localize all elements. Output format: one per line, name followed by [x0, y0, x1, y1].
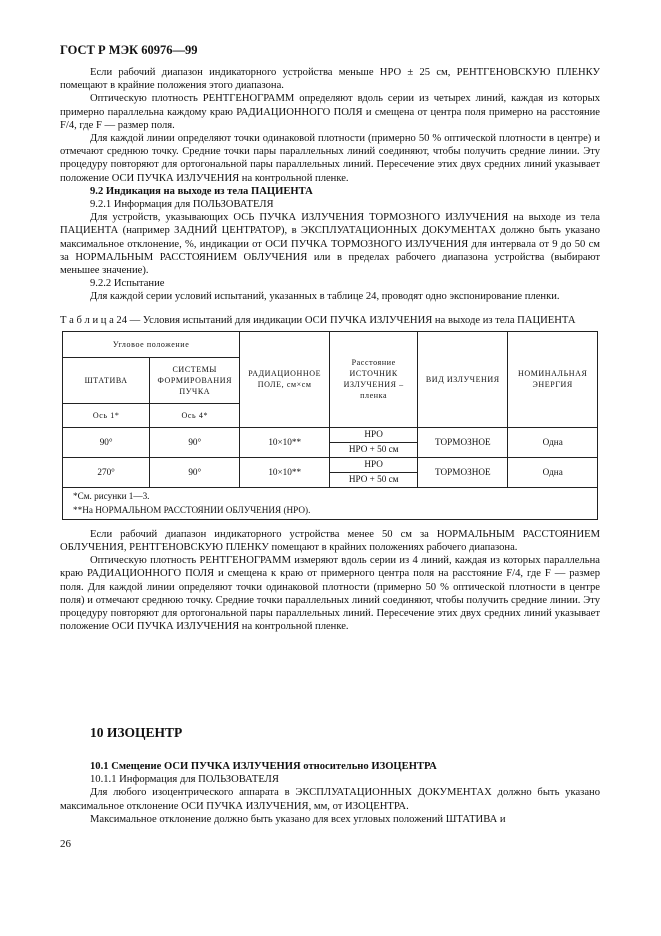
paragraph: Если рабочий диапазон индикаторного устройства меньше НРО ± 25 см, РЕНТГЕНОВСКУЮ ПЛЕНКУ помещают в крайние положения этого диапазона.	[60, 67, 600, 92]
table-header-radiation-type: ВИД ИЗЛУЧЕНИЯ	[418, 331, 508, 427]
paragraph: Для любого изоцентрического аппарата в ЭКСПЛУАТАЦИОННЫХ ДОКУМЕНТАХ должно быть указано максимальное отклонение ОСИ ПУЧКА ИЗЛУЧЕНИЯ, мм, от ИЗОЦЕНТРА.	[60, 787, 600, 812]
main-text-block	[60, 66, 600, 633]
subsection-heading-9-2-2: 9.2.2 Испытание	[90, 278, 165, 290]
paragraph: Для каждой серии условий испытаний, указанных в таблице 24, проводят одно экспонирование пленки.	[90, 291, 560, 303]
paragraph: Оптическую плотность РЕНТГЕНОГРАММ измеряют вдоль серии из 4 линий, каждая из которых параллельна краю РАДИАЦИОННОГО ПОЛЯ и смещена к краю от примерного центра поля на расстояние F/4, где F — размер поля. Для каждой линии определяют точки одинаковой плотности (примерно 50 % оптической плотности в центре поля) и отмечают среднюю точку. Средние точки параллельных линий соединяют, чтобы получить средние линии. Эту процедуру повторяют для ортогональной пары параллельных линий. Пересечение этих двух средних линий указывает положение ОСИ ПУЧКА ИЗЛУЧЕНИЯ на контрольной пленке.	[60, 555, 600, 633]
table-cell-system: 90°	[150, 427, 240, 457]
table-header-angle: Угловое положение	[63, 331, 240, 357]
table-header-axis4: Ось 4*	[150, 403, 240, 427]
table-cell-field: 10×10**	[240, 427, 330, 457]
table-cell-gantry: 270°	[63, 457, 150, 487]
table-cell-system: 90°	[150, 457, 240, 487]
table-cell-energy: Одна	[508, 457, 598, 487]
table-cell-energy: Одна	[508, 427, 598, 457]
table-cell-distance: НРО + 50 см	[330, 442, 418, 457]
section-heading-9-2: 9.2 Индикация на выходе из тела ПАЦИЕНТА	[90, 185, 313, 197]
test-conditions-table	[62, 331, 598, 520]
table-cell-distance: НРО	[330, 427, 418, 442]
table-cell-distance: НРО	[330, 457, 418, 472]
paragraph: Для устройств, указывающих ОСЬ ПУЧКА ИЗЛУЧЕНИЯ ТОРМОЗНОГО ИЗЛУЧЕНИЯ на выходе из тела ПАЦИЕНТА (например ЗАДНИЙ ЦЕНТРАТОР), в ЭКСПЛУАТАЦИОННЫХ ДОКУМЕНТАХ должно быть указано максимальное отклонение, %, индикации от ОСИ ПУЧКА ТОРМОЗНОГО ИЗЛУЧЕНИЯ для интервала от 9 до 50 см за НОРМАЛЬНЫМ РАССТОЯНИЕМ ОБЛУЧЕНИЯ или в пределах рабочего диапазона устройства (выбирают меньшее значение).	[60, 212, 600, 277]
table-caption: Т а б л и ц а 24 — Условия испытаний для индикации ОСИ ПУЧКА ИЗЛУЧЕНИЯ на выходе из тела ПАЦИЕНТА	[60, 314, 576, 326]
paragraph: Оптическую плотность РЕНТГЕНОГРАММ определяют вдоль серии из четырех линий, каждая из которых примерно параллельна каждому краю РАДИАЦИОННОГО ПОЛЯ и смещена от центра поля примерно на расстояние F/4, где F — размер поля.	[60, 93, 600, 131]
section-10-text	[60, 760, 600, 826]
table-footnotes	[63, 487, 598, 519]
table-cell-gantry: 90°	[63, 427, 150, 457]
document-header: ГОСТ Р МЭК 60976—99	[60, 43, 198, 57]
table-header-system: СИСТЕМЫ ФОРМИРОВАНИЯ ПУЧКА	[150, 357, 240, 403]
section-heading-10: 10 ИЗОЦЕНТР	[90, 725, 183, 740]
subsection-heading-10-1-1: 10.1.1 Информация для ПОЛЬЗОВАТЕЛЯ	[90, 774, 279, 786]
table-header-distance: Расстояние ИСТОЧНИК ИЗЛУЧЕНИЯ – пленка	[330, 331, 418, 427]
paragraph: Максимальное отклонение должно быть указано для всех угловых положений ШТАТИВА и	[90, 813, 506, 825]
paragraph: Если рабочий диапазон индикаторного устройства менее 50 см за НОРМАЛЬНЫМ РАССТОЯНИЕМ ОБЛУЧЕНИЯ, РЕНТГЕНОВСКУЮ ПЛЕНКУ помещают в крайних положениях рабочего диапазона.	[60, 528, 600, 554]
table-header-field: РАДИАЦИОННОЕ ПОЛЕ, см×см	[240, 331, 330, 427]
table-cell-type: ТОРМОЗНОЕ	[418, 457, 508, 487]
table-header-gantry: ШТАТИВА	[63, 357, 150, 403]
paragraph: Для каждой линии определяют точки одинаковой плотности (примерно 50 % оптической плотности в центре) и отмечают среднюю точку. Средние точки пары параллельных линий соединяют, чтобы получить средние линии. Эту процедуру повторяют для ортогональной пары параллельных линий. Пересечение этих двух средних линий указывает положение ОСИ ПУЧКА ИЗЛУЧЕНИЯ на контрольной пленке.	[60, 133, 600, 184]
table-cell-field: 10×10**	[240, 457, 330, 487]
table-cell-distance: НРО + 50 см	[330, 472, 418, 487]
table-cell-type: ТОРМОЗНОЕ	[418, 427, 508, 457]
table-footnote: **На НОРМАЛЬНОМ РАССТОЯНИИ ОБЛУЧЕНИЯ (НРО).	[73, 504, 311, 515]
table-header-energy: НОМИНАЛЬНАЯ ЭНЕРГИЯ	[508, 331, 598, 427]
page-number: 26	[60, 838, 71, 850]
subsection-heading-9-2-1: 9.2.1 Информация для ПОЛЬЗОВАТЕЛЯ	[90, 199, 274, 211]
section-heading-10-1: 10.1 Смещение ОСИ ПУЧКА ИЗЛУЧЕНИЯ относительно ИЗОЦЕНТРА	[90, 761, 437, 772]
table-footnote: *См. рисунки 1—3.	[73, 490, 150, 501]
table-header-axis1: Ось 1*	[63, 403, 150, 427]
